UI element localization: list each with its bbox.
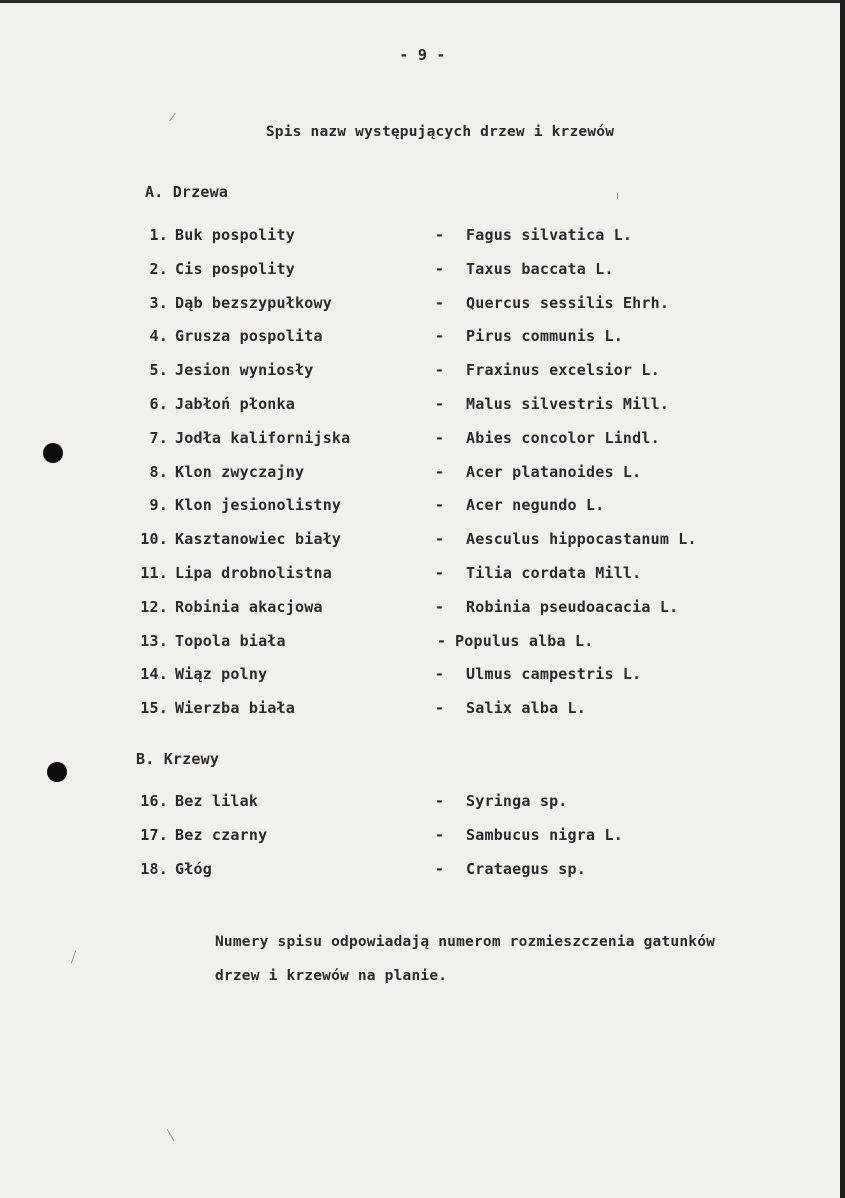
latin-name: Abies concolor Lindl. (466, 428, 660, 447)
latin-name: Fagus silvatica L. (466, 226, 633, 244)
common-name: Topola biała (175, 631, 286, 650)
list-item (0, 327, 845, 347)
latin-name: Salix alba L. (466, 699, 586, 718)
stray-mark (71, 950, 77, 963)
common-name: Wiąz polny (175, 665, 268, 684)
scan-edge-top (0, 0, 845, 3)
list-item (0, 564, 845, 584)
separator-dash: - (435, 462, 445, 481)
item-number: 3. (149, 293, 168, 312)
separator-dash: - (435, 665, 445, 684)
latin-name: Robinia pseudoacacia L. (466, 597, 679, 616)
separator-dash: - (435, 226, 445, 244)
latin-name: Aesculus hippocastanum L. (466, 530, 697, 549)
common-name: Kasztanowiec biały (175, 530, 342, 549)
separator-dash: - (435, 564, 445, 582)
separator-dash: - (435, 496, 445, 515)
list-item (0, 665, 845, 685)
list-item (0, 598, 845, 618)
separator-dash: - (437, 631, 447, 650)
separator-dash: - (435, 825, 445, 844)
latin-name: Sambucus nigra L. (466, 825, 623, 844)
stray-mark (617, 193, 618, 199)
section-heading-shrubs: B. Krzewy (136, 750, 220, 768)
list-item (0, 699, 845, 719)
latin-name: Syringa sp. (466, 792, 568, 810)
common-name: Bez czarny (175, 825, 268, 844)
list-item (0, 294, 845, 314)
common-name: Robinia akacjowa (175, 597, 323, 616)
list-item (0, 530, 845, 550)
separator-dash: - (435, 428, 445, 447)
separator-dash: - (435, 530, 445, 549)
list-item (0, 260, 845, 280)
latin-name: Malus silvestris Mill. (466, 395, 670, 413)
item-number: 12. (140, 597, 168, 616)
common-name: Głóg (175, 859, 212, 878)
common-name: Wierzba biała (175, 699, 295, 718)
separator-dash: - (435, 597, 445, 616)
footnote-line: Numery spisu odpowiadają numerom rozmieszczenia gatunków (215, 934, 716, 950)
latin-name: Fraxinus excelsior L. (466, 361, 660, 380)
common-name: Klon jesionolistny (175, 496, 342, 515)
separator-dash: - (435, 259, 445, 278)
common-name: Jodła kalifornijska (175, 428, 351, 447)
footnote (215, 925, 815, 993)
common-name: Bez lilak (175, 792, 259, 810)
separator-dash: - (435, 293, 445, 312)
common-name: Lipa drobnolistna (175, 564, 332, 582)
list-item (0, 632, 845, 652)
common-name: Buk pospolity (175, 226, 295, 244)
punch-hole-icon (47, 762, 67, 782)
item-number: 13. (140, 631, 168, 650)
common-name: Dąb bezszypułkowy (175, 293, 332, 312)
item-number: 4. (149, 327, 168, 346)
separator-dash: - (435, 361, 445, 380)
latin-name: Acer platanoides L. (466, 462, 642, 481)
section-heading-trees: A. Drzewa (145, 183, 229, 201)
latin-name: Acer negundo L. (466, 496, 605, 515)
separator-dash: - (435, 859, 445, 878)
separator-dash: - (435, 327, 445, 346)
list-item (0, 226, 845, 246)
item-number: 10. (140, 530, 168, 549)
list-item (0, 463, 845, 483)
list-item (0, 826, 845, 846)
item-number: 17. (140, 825, 168, 844)
page-number: - 9 - (399, 46, 446, 64)
item-number: 2. (149, 259, 168, 278)
list-item (0, 395, 845, 415)
item-number: 7. (149, 428, 168, 447)
separator-dash: - (435, 699, 445, 718)
item-number: 15. (140, 699, 168, 718)
common-name: Cis pospolity (175, 259, 295, 278)
item-number: 1. (149, 226, 168, 244)
list-item (0, 496, 845, 516)
list-item (0, 361, 845, 381)
list-item (0, 429, 845, 449)
list-item (0, 792, 845, 812)
item-number: 16. (140, 792, 168, 810)
item-number: 9. (149, 496, 168, 515)
footnote-line: drzew i krzewów na planie. (215, 968, 448, 984)
separator-dash: - (435, 792, 445, 810)
latin-name: Taxus baccata L. (466, 259, 614, 278)
latin-name: Pirus communis L. (466, 327, 623, 346)
item-number: 8. (149, 462, 168, 481)
stray-mark (167, 1129, 175, 1142)
latin-name: Populus alba L. (455, 631, 594, 650)
common-name: Jesion wyniosły (175, 361, 314, 380)
latin-name: Quercus sessilis Ehrh. (466, 293, 670, 312)
document-title: Spis nazw występujących drzew i krzewów (265, 124, 615, 140)
item-number: 18. (140, 859, 168, 878)
list-item (0, 860, 845, 880)
item-number: 11. (140, 564, 168, 582)
latin-name: Ulmus campestris L. (466, 665, 642, 684)
stray-mark (169, 113, 176, 122)
item-number: 14. (140, 665, 168, 684)
item-number: 5. (149, 361, 168, 380)
item-number: 6. (149, 395, 168, 413)
common-name: Jabłoń płonka (175, 395, 295, 413)
latin-name: Crataegus sp. (466, 859, 586, 878)
separator-dash: - (435, 395, 445, 413)
common-name: Klon zwyczajny (175, 462, 305, 481)
common-name: Grusza pospolita (175, 327, 323, 346)
latin-name: Tilia cordata Mill. (466, 564, 642, 582)
